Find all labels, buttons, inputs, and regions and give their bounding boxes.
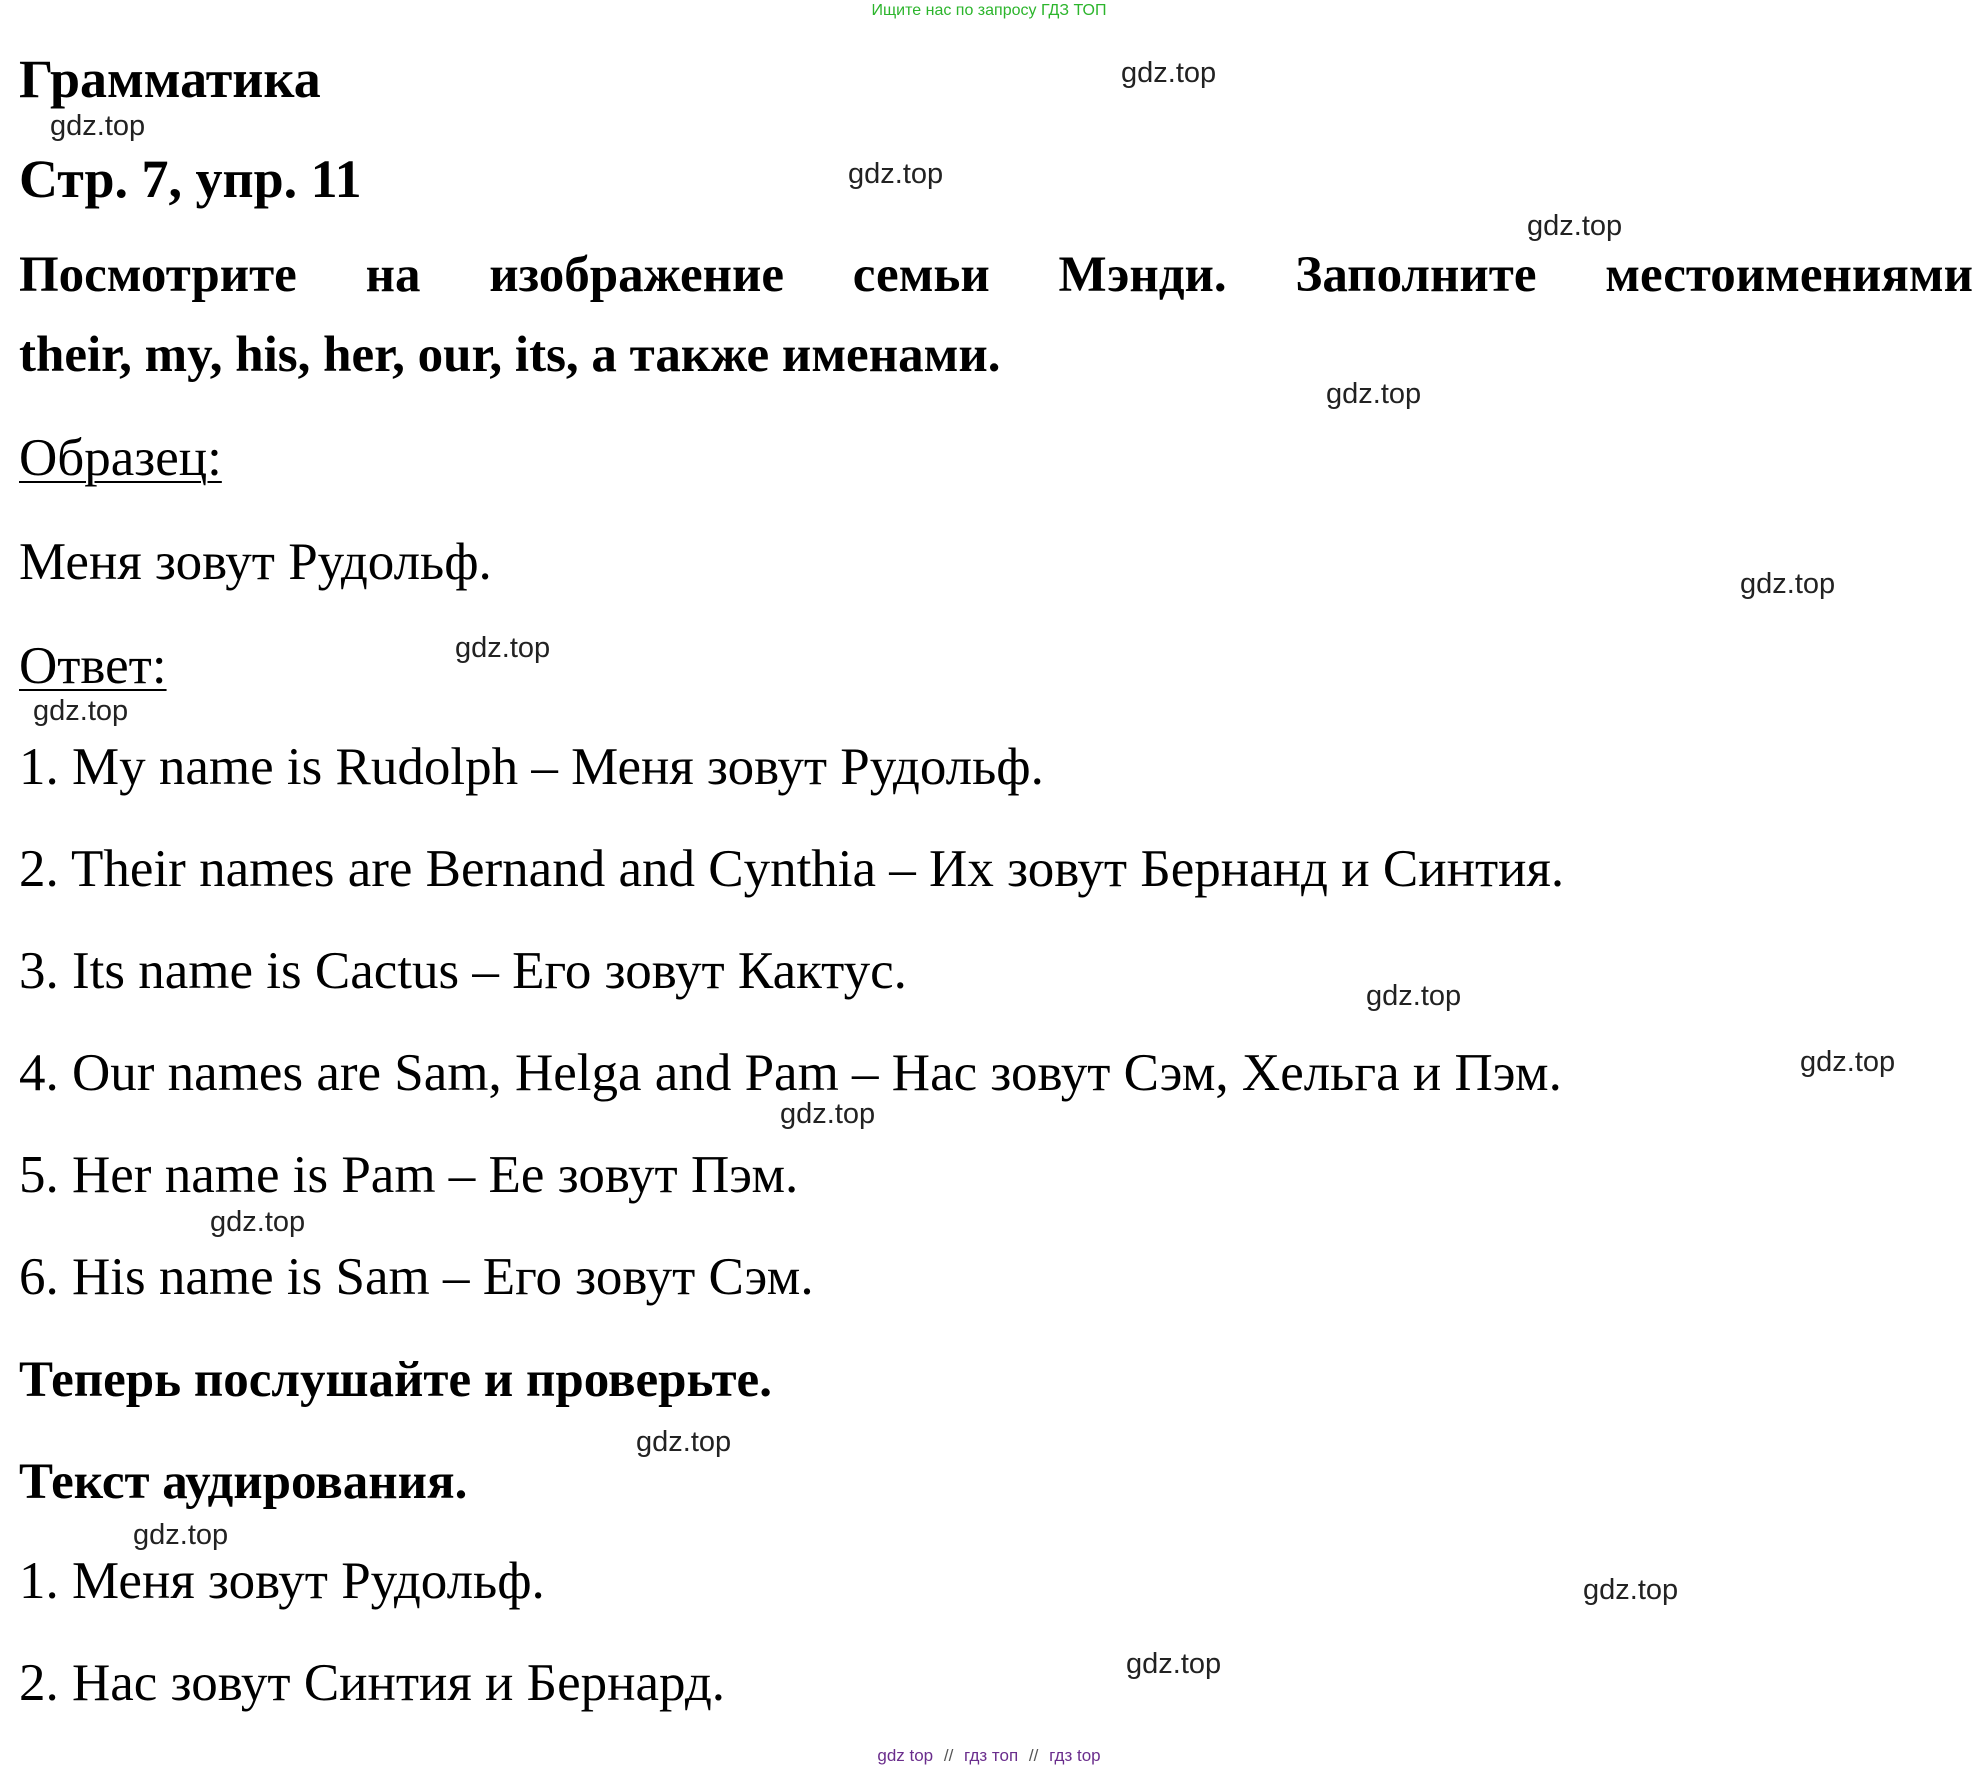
watermark: gdz.top xyxy=(133,1519,229,1551)
task-instruction-line-1: Посмотрите на изображение семьи Мэнди. Заполните местоимениями xyxy=(19,247,1973,303)
bottom-link[interactable]: гдз top xyxy=(1049,1746,1101,1765)
audio-title: Текст аудирования. xyxy=(19,1454,468,1510)
answer-item: 1. My name is Rudolph – Меня зовут Рудольф. xyxy=(19,738,1044,796)
bottom-separator: // xyxy=(1028,1746,1039,1765)
bottom-link[interactable]: gdz top xyxy=(877,1746,934,1765)
answer-item: 4. Our names are Sam, Helga and Pam – Нас зовут Сэм, Хельга и Пэм. xyxy=(19,1044,1562,1102)
audio-item: 1. Меня зовут Рудольф. xyxy=(19,1552,545,1610)
watermark: gdz.top xyxy=(1121,57,1217,89)
watermark: gdz.top xyxy=(780,1098,876,1130)
sample-text: Меня зовут Рудольф. xyxy=(19,533,492,591)
watermark: gdz.top xyxy=(1326,378,1422,410)
watermark: gdz.top xyxy=(210,1206,306,1238)
answer-item: 2. Their names are Bernand and Cynthia – Их зовут Бернанд и Синтия. xyxy=(19,840,1565,898)
task-instruction-line-2: their, my, his, her, our, its, а также именами. xyxy=(19,327,1001,383)
watermark: gdz.top xyxy=(848,158,944,190)
sample-label: Образец: xyxy=(19,429,222,487)
watermark: gdz.top xyxy=(636,1426,732,1458)
watermark: gdz.top xyxy=(1366,980,1462,1012)
bottom-separator: // xyxy=(943,1746,954,1765)
top-banner: Ищите нас по запросу ГДЗ ТОП xyxy=(871,2,1107,19)
exercise-reference: Стр. 7, упр. 11 xyxy=(19,149,362,209)
answer-label: Ответ: xyxy=(19,637,167,695)
section-title: Грамматика xyxy=(19,49,321,109)
watermark: gdz.top xyxy=(50,110,146,142)
watermark: gdz.top xyxy=(455,632,551,664)
watermark: gdz.top xyxy=(33,695,129,727)
watermark: gdz.top xyxy=(1583,1574,1679,1606)
watermark: gdz.top xyxy=(1740,568,1836,600)
audio-item: 2. Нас зовут Синтия и Бернард. xyxy=(19,1654,726,1712)
bottom-links-bar xyxy=(0,1746,1978,1766)
bottom-link[interactable]: гдз топ xyxy=(964,1746,1019,1765)
answer-item: 5. Her name is Pam – Ее зовут Пэм. xyxy=(19,1146,799,1204)
watermark: gdz.top xyxy=(1527,210,1623,242)
answer-item: 6. His name is Sam – Его зовут Сэм. xyxy=(19,1248,814,1306)
listen-instruction: Теперь послушайте и проверьте. xyxy=(19,1352,772,1408)
answer-item: 3. Its name is Cactus – Его зовут Кактус. xyxy=(19,942,907,1000)
watermark: gdz.top xyxy=(1126,1648,1222,1680)
watermark: gdz.top xyxy=(1800,1046,1896,1078)
